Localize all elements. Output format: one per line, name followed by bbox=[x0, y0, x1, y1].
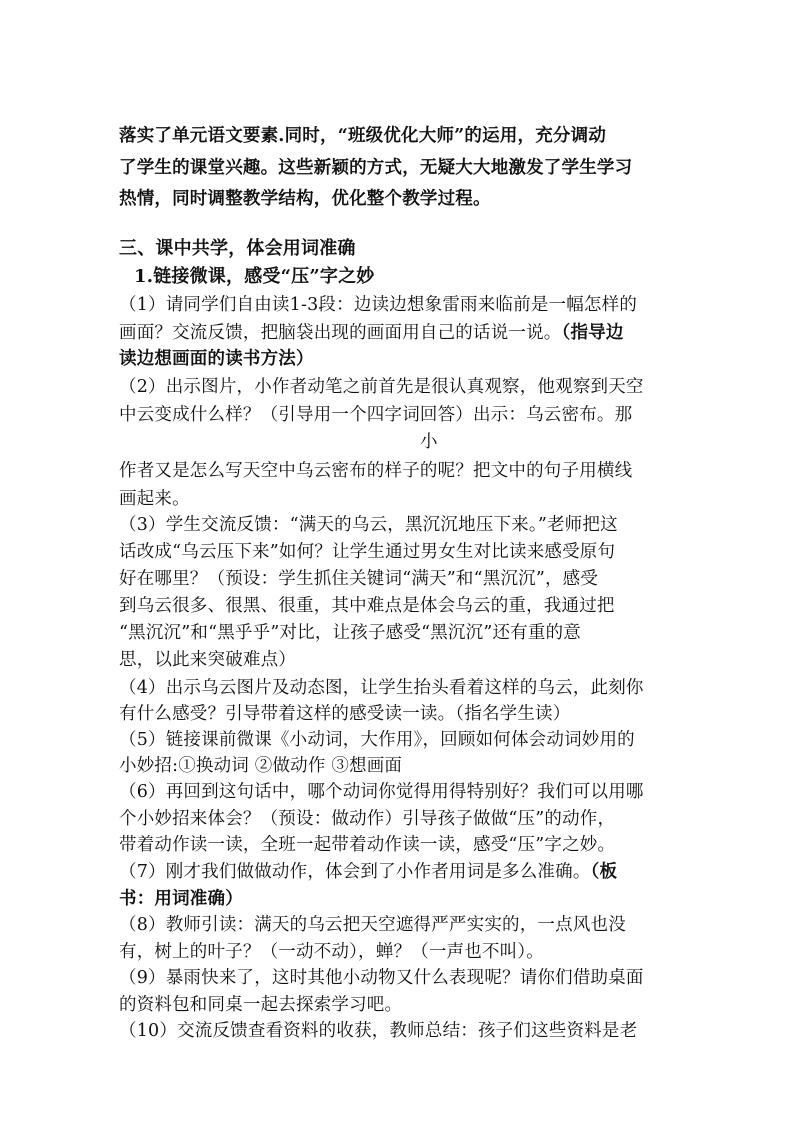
item-1-text: 画面？交流反馈，把脑袋出现的画面用自己的话说一说。 bbox=[119, 323, 562, 343]
item-9-line-2: 的资料包和同桌一起去探索学习吧。 bbox=[119, 995, 403, 1015]
item-4-line-2: 有什么感受？引导带着这样的感受读一读。（指名学生读） bbox=[119, 704, 571, 724]
item-7-line-2: 书：用词准确） bbox=[119, 889, 243, 909]
item-9-line-1: （9）暴雨快来了，这时其他小动物又什么表现呢？请你们借助桌面 bbox=[119, 968, 644, 988]
item-6-line-3: 带着动作读一读，全班一起带着动作读一读，感受“压”字之妙。 bbox=[119, 835, 616, 855]
item-3-line-5: “黑沉沉”和“黑乎乎”对比，让孩子感受“黑沉沉”还有重的意 bbox=[119, 623, 581, 643]
item-2-line-2: 中云变成什么样？（引导用一个四字词回答）出示：乌云密布。那 bbox=[119, 405, 633, 425]
item-3-line-4: 到乌云很多、很黑、很重，其中难点是体会乌云的重，我通过把 bbox=[119, 596, 615, 616]
item-1-bold-text: （指导边 bbox=[561, 323, 624, 343]
item-4-line-1: （4）出示乌云图片及动态图，让学生抬头看着这样的乌云，此刻你 bbox=[119, 678, 644, 698]
section-heading: 三、课中共学，体会用词准确 bbox=[119, 238, 356, 259]
item-8-line-1: （8）教师引读：满天的乌云把天空遮得严严实实的，一点风也没 bbox=[119, 915, 626, 935]
item-6-line-1: （6）再回到这句话中，哪个动词你觉得用得特别好？我们可以用哪 bbox=[119, 782, 644, 802]
item-5-line-1: （5）链接课前微课《小动词，大作用》，回顾如何体会动词妙用的 bbox=[119, 730, 635, 750]
item-3-line-3: 好在哪里？（预设：学生抓住关键词“满天”和“黑沉沉”，感受 bbox=[119, 569, 599, 589]
item-3-line-2: 话改成“乌云压下来”如何？让学生通过男女生对比读来感受原句 bbox=[119, 542, 616, 562]
item-7-bold-text: （板 bbox=[590, 862, 618, 882]
item-3-line-6: 思，以此来突破难点） bbox=[119, 650, 296, 670]
item-6-line-2: 个小妙招来体会？（预设：做动作）引导孩子做做“压”的动作， bbox=[119, 809, 616, 829]
item-7-line-1 bbox=[119, 859, 679, 885]
section-subheading: 1.链接微课，感受“压”字之妙 bbox=[134, 266, 375, 287]
intro-line-1: 落实了单元语文要素.同时，“班级优化大师”的运用，充分调动 bbox=[119, 126, 607, 146]
item-2-line-4: 作者又是怎么写天空中乌云密布的样子的呢？把文中的句子用横线 bbox=[119, 461, 633, 481]
item-8-line-2: 有，树上的叶子？（一动不动），蝉？（一声也不叫）。 bbox=[119, 942, 544, 962]
item-1-line-1: （1）请同学们自由读1-3段：边读边想象雷雨来临前是一幅怎样的 bbox=[119, 295, 638, 315]
item-3-line-1: （3）学生交流反馈：“满天的乌云，黑沉沉地压下来。”老师把这 bbox=[119, 515, 618, 535]
item-2-line-3: 小 bbox=[420, 432, 438, 452]
item-2-line-1: （2）出示图片，小作者动笔之前首先是很认真观察，他观察到天空 bbox=[119, 377, 644, 397]
item-7-text: （7）刚才我们做做动作，体会到了小作者用词是多么准确。 bbox=[119, 862, 591, 882]
item-5-line-2: 小妙招:①换动词 ②做动作 ③想画面 bbox=[119, 756, 403, 776]
item-1-line-3: 读边想画面的读书方法） bbox=[119, 349, 314, 369]
item-10-line-1: （10）交流反馈查看资料的收获，教师总结：孩子们这些资料是老 bbox=[119, 1021, 638, 1041]
item-2-line-5: 画起来。 bbox=[119, 489, 190, 509]
item-1-line-2 bbox=[119, 320, 679, 346]
intro-line-2: 了学生的课堂兴趣。这些新颖的方式，无疑大大地激发了学生学习 bbox=[119, 158, 633, 178]
intro-line-3: 热情，同时调整教学结构，优化整个教学过程。 bbox=[119, 189, 491, 209]
